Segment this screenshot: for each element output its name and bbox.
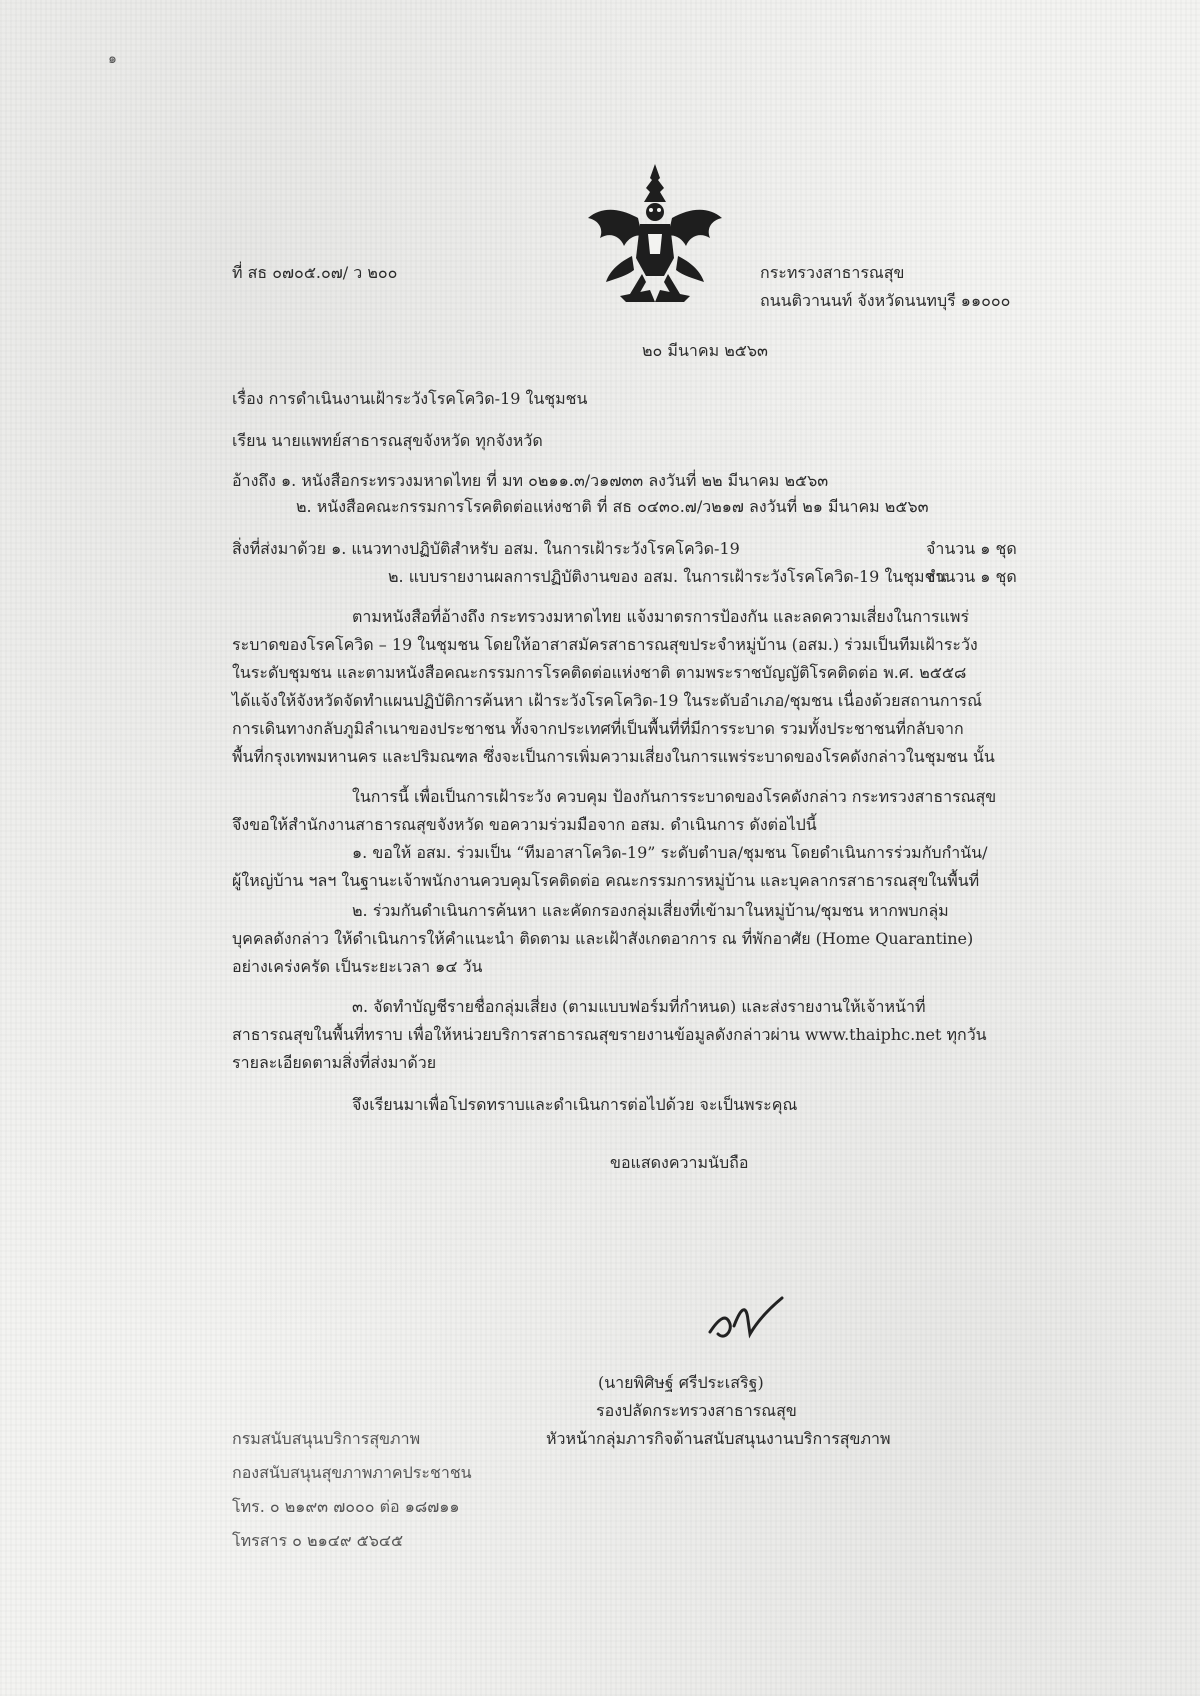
- reference-1: อ้างถึง ๑. หนังสือกระทรวงมหาดไทย ที่ มท ๐๒๑๑.๓/ว๑๗๓๓ ลงวันที่ ๒๒ มีนาคม ๒๕๖๓: [232, 471, 829, 490]
- item-2-line: ๒. ร่วมกันดำเนินการค้นหา และคัดกรองกลุ่มเสี่ยงที่เข้ามาในหมู่บ้าน/ชุมชน หากพบกลุ่ม: [352, 901, 949, 920]
- signatory-name: (นายพิศิษฐ์ ศรีประเสริฐ): [598, 1373, 764, 1392]
- paragraph-2-line: จึงขอให้สำนักงานสาธารณสุขจังหวัด ขอความร่วมมือจาก อสม. ดำเนินการ ดังต่อไปนี้: [232, 815, 817, 834]
- paragraph-1-line: ระบาดของโรคโควิด – 19 ในชุมชน โดยให้อาสาสมัครสาธารณสุขประจำหมู่บ้าน (อสม.) ร่วมเป็นทีมเฝ้าระวัง: [232, 635, 978, 654]
- item-3-line: สาธารณสุขในพื้นที่ทราบ เพื่อให้หน่วยบริการสาธารณสุขรายงานข้อมูลดังกล่าวผ่าน www.thaiphc.net ทุกวัน: [232, 1025, 987, 1044]
- item-3-line: ๓. จัดทำบัญชีรายชื่อกลุ่มเสี่ยง (ตามแบบฟอร์มที่กำหนด) และส่งรายงานให้เจ้าหน้าที่: [352, 997, 926, 1016]
- paragraph-1-line: ตามหนังสือที่อ้างถึง กระทรวงมหาดไทย แจ้งมาตรการป้องกัน และลดความเสี่ยงในการแพร่: [352, 607, 970, 626]
- footer-department: กรมสนับสนุนบริการสุขภาพ: [232, 1429, 421, 1448]
- reference-2: ๒. หนังสือคณะกรรมการโรคติดต่อแห่งชาติ ที่ สธ ๐๔๓๐.๗/ว๒๑๗ ลงวันที่ ๒๑ มีนาคม ๒๕๖๓: [296, 497, 929, 516]
- enclosure-2: ๒. แบบรายงานผลการปฏิบัติงานของ อสม. ในการเฝ้าระวังโรคโควิด-19 ในชุมชน: [388, 567, 947, 586]
- letter-date: ๒๐ มีนาคม ๒๕๖๓: [642, 341, 768, 360]
- paragraph-1-line: พื้นที่กรุงเทพมหานคร และปริมณฑล ซึ่งจะเป็นการเพิ่มความเสี่ยงในการแพร่ระบาดของโรคดังกล่าวในชุมชน นั้น: [232, 747, 995, 766]
- footer-division: กองสนับสนุนสุขภาพภาคประชาชน: [232, 1463, 472, 1482]
- enclosure-1: สิ่งที่ส่งมาด้วย ๑. แนวทางปฏิบัติสำหรับ อสม. ในการเฝ้าระวังโรคโควิด-19: [232, 539, 740, 558]
- footer-fax: โทรสาร ๐ ๒๑๔๙ ๕๖๔๕: [232, 1531, 404, 1550]
- item-2-line: บุคคลดังกล่าว ให้ดำเนินการให้คำแนะนำ ติดตาม และเฝ้าสังเกตอาการ ณ ที่พักอาศัย (Home Quarantine): [232, 929, 974, 948]
- regards-line: ขอแสดงความนับถือ: [610, 1153, 749, 1172]
- paragraph-1-line: การเดินทางกลับภูมิลำเนาของประชาชน ทั้งจากประเทศที่เป็นพื้นที่ที่มีการระบาด รวมทั้งประชาชนที่กลับจาก: [232, 719, 964, 738]
- item-1-line: ๑. ขอให้ อสม. ร่วมเป็น “ทีมอาสาโควิด-19” ระดับตำบล/ชุมชน โดยดำเนินการร่วมกับกำนัน/: [352, 843, 988, 862]
- paragraph-1-line: ได้แจ้งให้จังหวัดจัดทำแผนปฏิบัติการค้นหา เฝ้าระวังโรคโควิด-19 ในระดับอำเภอ/ชุมชน เนื่องด้วยสถานการณ์: [232, 691, 982, 710]
- garuda-emblem-icon: [580, 158, 730, 308]
- document-number: ที่ สธ ๐๗๐๕.๐๗/ ว ๒๐๐: [232, 263, 398, 282]
- paragraph-2-line: ในการนี้ เพื่อเป็นการเฝ้าระวัง ควบคุม ป้องกันการระบาดของโรคดังกล่าว กระทรวงสาธารณสุข: [352, 787, 997, 806]
- item-2-line: อย่างเคร่งครัด เป็นระยะเวลา ๑๔ วัน: [232, 957, 483, 976]
- signatory-title-1: รองปลัดกระทรวงสาธารณสุข: [596, 1401, 797, 1420]
- footer-phone: โทร. ๐ ๒๑๙๓ ๗๐๐๐ ต่อ ๑๘๗๑๑: [232, 1497, 460, 1516]
- scan-speck: ๑: [108, 51, 117, 67]
- item-3-line: รายละเอียดตามสิ่งที่ส่งมาด้วย: [232, 1053, 437, 1072]
- ministry-name: กระทรวงสาธารณสุข: [760, 263, 905, 282]
- paragraph-1-line: ในระดับชุมชน และตามหนังสือคณะกรรมการโรคติดต่อแห่งชาติ ตามพระราชบัญญัติโรคติดต่อ พ.ศ. ๒๕๕๘: [232, 663, 967, 682]
- ministry-address: ถนนติวานนท์ จังหวัดนนทบุรี ๑๑๐๐๐: [760, 291, 1011, 310]
- item-1-line: ผู้ใหญ่บ้าน ฯลฯ ในฐานะเจ้าพนักงานควบคุมโรคติดต่อ คณะกรรมการหมู่บ้าน และบุคลากรสาธารณสุขในพื้นที่: [232, 871, 980, 890]
- recipient-line: เรียน นายแพทย์สาธารณสุขจังหวัด ทุกจังหวัด: [232, 431, 543, 450]
- subject-line: เรื่อง การดำเนินงานเฝ้าระวังโรคโควิด-19 ในชุมชน: [232, 389, 588, 408]
- handwritten-signature-icon: [700, 1290, 820, 1350]
- signatory-title-2: หัวหน้ากลุ่มภารกิจด้านสนับสนุนงานบริการสุขภาพ: [546, 1429, 891, 1448]
- closing-line: จึงเรียนมาเพื่อโปรดทราบและดำเนินการต่อไปด้วย จะเป็นพระคุณ: [352, 1095, 798, 1114]
- enclosure-1-qty: จำนวน ๑ ชุด: [926, 539, 1017, 558]
- enclosure-2-qty: จำนวน ๑ ชุด: [926, 567, 1017, 586]
